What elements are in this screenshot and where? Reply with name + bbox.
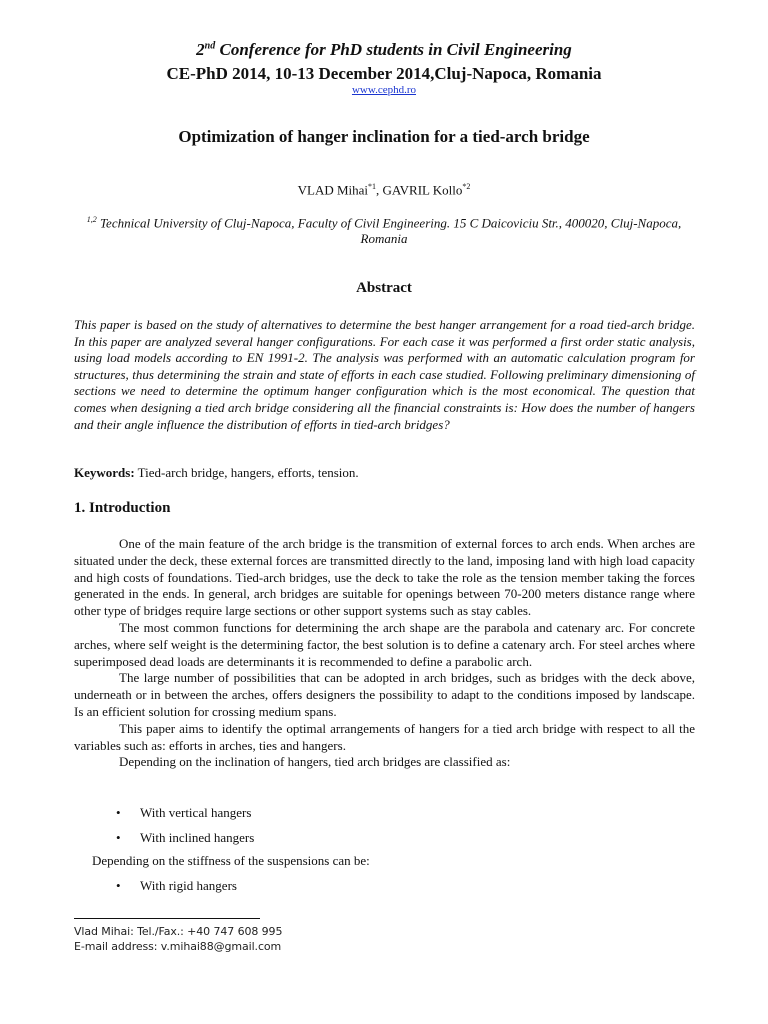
intro-paragraph-3: The large number of possibilities that can be adopted in arch bridges, such as bridges with the deck above, underneath or in between the arches, offers designers the possibility to adapt to the conditions imposed by landscape. Is an efficient solution for crossing medium spans.	[74, 670, 695, 719]
affiliation-text: Technical University of Cluj-Napoca, Faculty of Civil Engineering. 15 C Daicoviciu Str., 400020, Cluj-Napoca, Romania	[96, 215, 682, 247]
author-1-sup: *1	[368, 182, 377, 191]
bullet-text: With rigid hangers	[140, 878, 237, 893]
affiliation-sup: 1,2	[86, 215, 97, 224]
conference-title	[0, 40, 768, 60]
author-separator: ,	[376, 182, 383, 198]
section-heading-introduction: 1. Introduction	[74, 500, 171, 516]
abstract-heading: Abstract	[356, 280, 412, 296]
event-line: CE-PhD 2014, 10-13 December 2014,Cluj-Napoca, Romania	[166, 64, 602, 83]
abstract-text: This paper is based on the study of alternatives to determine the best hanger arrangement for a road tied-arch bridge. In this paper are analyzed several hanger configurations. For each case it was performed a first order static analysis, using load models according to EN 1991-2. The analysis was performed with an automatic calculation program for structures, thus determining the strain and state of efforts in each case studied. Following preliminary dimensioning of sections we need to determine the optimum hanger configuration which is the most economical. The question that comes when designing a tied arch bridge considering all the financial constraints is: How does the number of hangers and their angle influence the distribution of efforts in tied-arch bridges?	[74, 317, 695, 432]
intro-paragraph-1: One of the main feature of the arch bridge is the transmition of external forces to arch ends. When arches are situated under the deck, these external forces are transmitted directly to the land, imposing land with high load capacity and high costs of foundations. Tied-arch bridges, use the deck to take the role as the tension member taking the forces generated in the ends. In general, arch bridges are suitable for openings between 70-200 meters distance range where other type of bridges require large sections or other support systems such as stay cables.	[74, 536, 695, 619]
bullet-icon: •	[116, 830, 121, 845]
footnote-divider	[74, 918, 260, 919]
bullet-icon: •	[116, 805, 121, 820]
conference-url-text[interactable]: www.cephd.ro	[351, 84, 417, 96]
paper-title: Optimization of hanger inclination for a tied-arch bridge	[178, 127, 590, 146]
conference-url-link[interactable]	[0, 84, 768, 96]
intro-paragraph-2: The most common functions for determining the arch shape are the parabola and catenary arc. For concrete arches, where self weight is the determining factor, the best solution is to define a catenary arch. For steel arches where superimposed dead loads are determinants it is recommended to define a parabolic arch.	[74, 619, 695, 669]
keywords	[74, 465, 359, 481]
author-1: VLAD Mihai	[297, 182, 369, 198]
conference-name: Conference for PhD students in Civil Engineering	[215, 40, 572, 59]
intro-paragraph-5: Depending on the inclination of hangers, tied arch bridges are classified as:	[119, 754, 511, 770]
author-2-sup: *2	[462, 182, 471, 191]
bullet-text: With vertical hangers	[140, 805, 252, 820]
keywords-label: Keywords:	[74, 465, 135, 480]
authors	[0, 182, 768, 198]
keywords-text: Tied-arch bridge, hangers, efforts, tension.	[134, 465, 359, 480]
bullet-text: With inclined hangers	[140, 830, 255, 845]
affiliation	[74, 212, 694, 247]
conference-ordinal-suffix: nd	[204, 40, 216, 52]
conference-ordinal: 2	[196, 40, 205, 59]
intro-paragraph-6: Depending on the stiffness of the suspensions can be:	[92, 853, 370, 868]
bullet-icon: •	[116, 878, 121, 893]
footnote-contact: Vlad Mihai: Tel./Fax.: +40 747 608 995	[74, 925, 283, 938]
introduction-body	[74, 536, 695, 771]
author-2: GAVRIL Kollo	[382, 182, 463, 198]
footnote-email: E-mail address: v.mihai88@gmail.com	[74, 940, 282, 953]
intro-paragraph-4: This paper aims to identify the optimal arrangements of hangers for a tied arch bridge with respect to all the variables such as: efforts in arches, ties and hangers.	[74, 720, 695, 753]
